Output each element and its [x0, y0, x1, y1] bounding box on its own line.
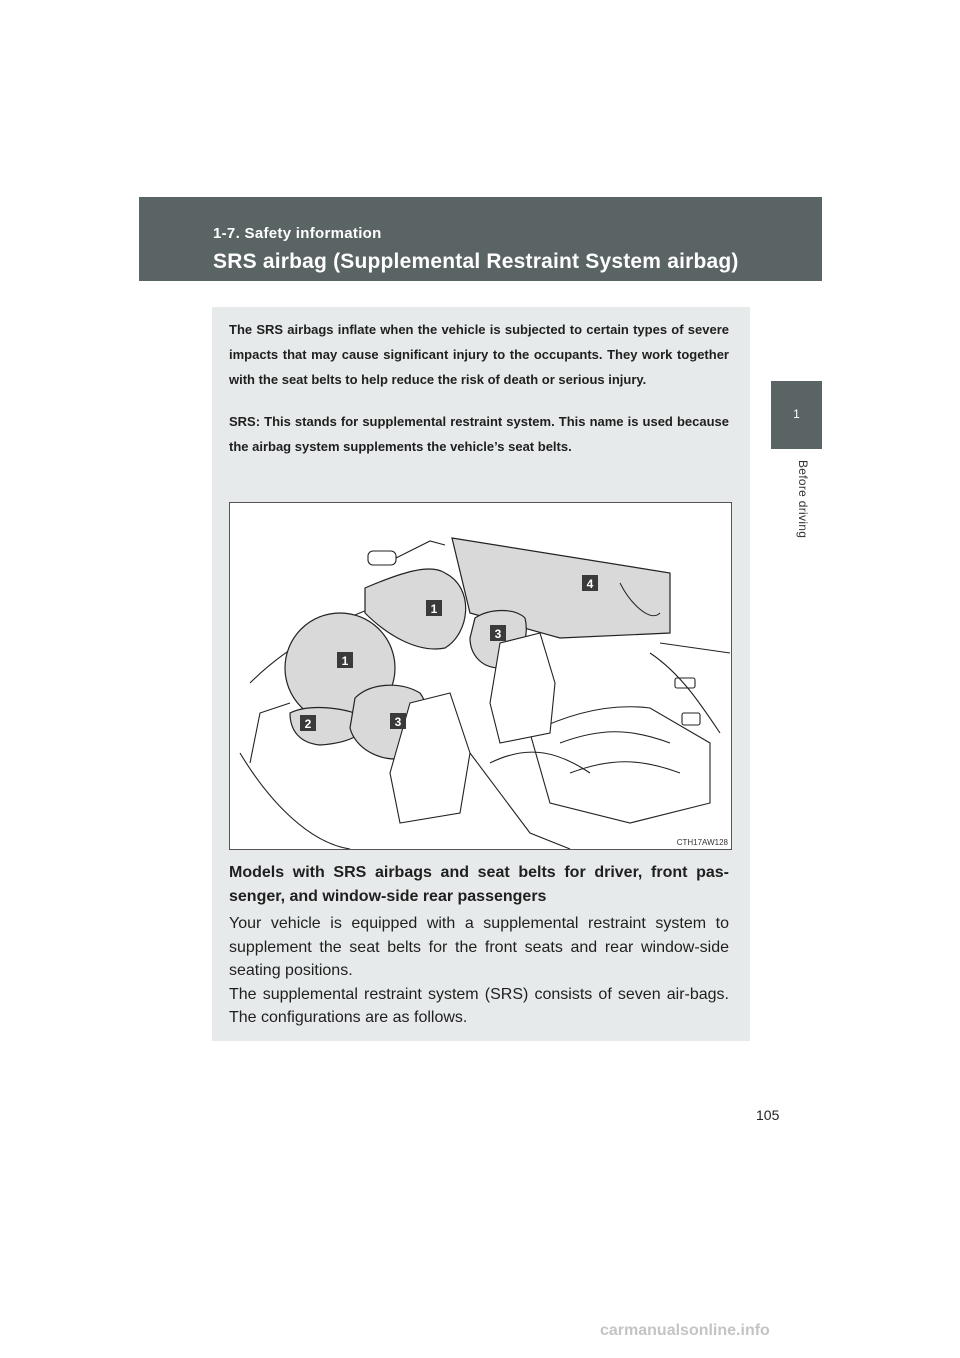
- callout-2: 2: [304, 717, 312, 731]
- center-console: [470, 753, 570, 849]
- callout-1-upper: 1: [430, 602, 438, 616]
- models-subheading: Models with SRS airbags and seat belts for driver, front pas-senger, and window-side rear passengers: [229, 864, 729, 905]
- callout-1-lower: 1: [341, 654, 349, 668]
- body-line-2: The supplemental restraint system (SRS) consists of seven air-bags. The configurations are as follows.: [229, 985, 729, 1026]
- chapter-tab[interactable]: [771, 381, 822, 449]
- door-trim: [250, 703, 290, 763]
- callout-4: 4: [586, 577, 594, 591]
- body-line-1: Your vehicle is equipped with a supplemental restraint system to supplement the seat belts for the front seats and rear window-side seating positions.: [229, 915, 729, 979]
- chapter-tab-label: Before driving: [796, 460, 810, 539]
- passenger-seat: [490, 633, 555, 743]
- airbag-illustration-drawing: [230, 503, 731, 849]
- chapter-tab-number: 1: [793, 407, 800, 421]
- rearview-mirror: [368, 551, 396, 565]
- figure-code: CTH17AW128: [676, 838, 728, 847]
- intro-paragraph-2: SRS: This stands for supplemental restraint system. This name is used because the airbag system supplements the vehicle’s seat belts.: [229, 414, 729, 454]
- callout-3-lower: 3: [394, 715, 402, 729]
- airbag-illustration: [229, 502, 732, 850]
- body-paragraph: [229, 912, 729, 1030]
- section-label: 1-7. Safety information: [213, 225, 382, 242]
- door-line: [240, 753, 350, 849]
- page-number: 105: [756, 1107, 780, 1123]
- intro-paragraph-1: The SRS airbags inflate when the vehicle is subjected to certain types of severe impacts that may cause significant injury to the occupants. They work together with the seat belts to help reduce the risk of death or serious injury.: [229, 322, 729, 387]
- watermark: carmanualsonline.info: [600, 1322, 770, 1339]
- callout-3-upper: 3: [494, 627, 502, 641]
- page-title: SRS airbag (Supplemental Restraint System airbag): [213, 250, 739, 273]
